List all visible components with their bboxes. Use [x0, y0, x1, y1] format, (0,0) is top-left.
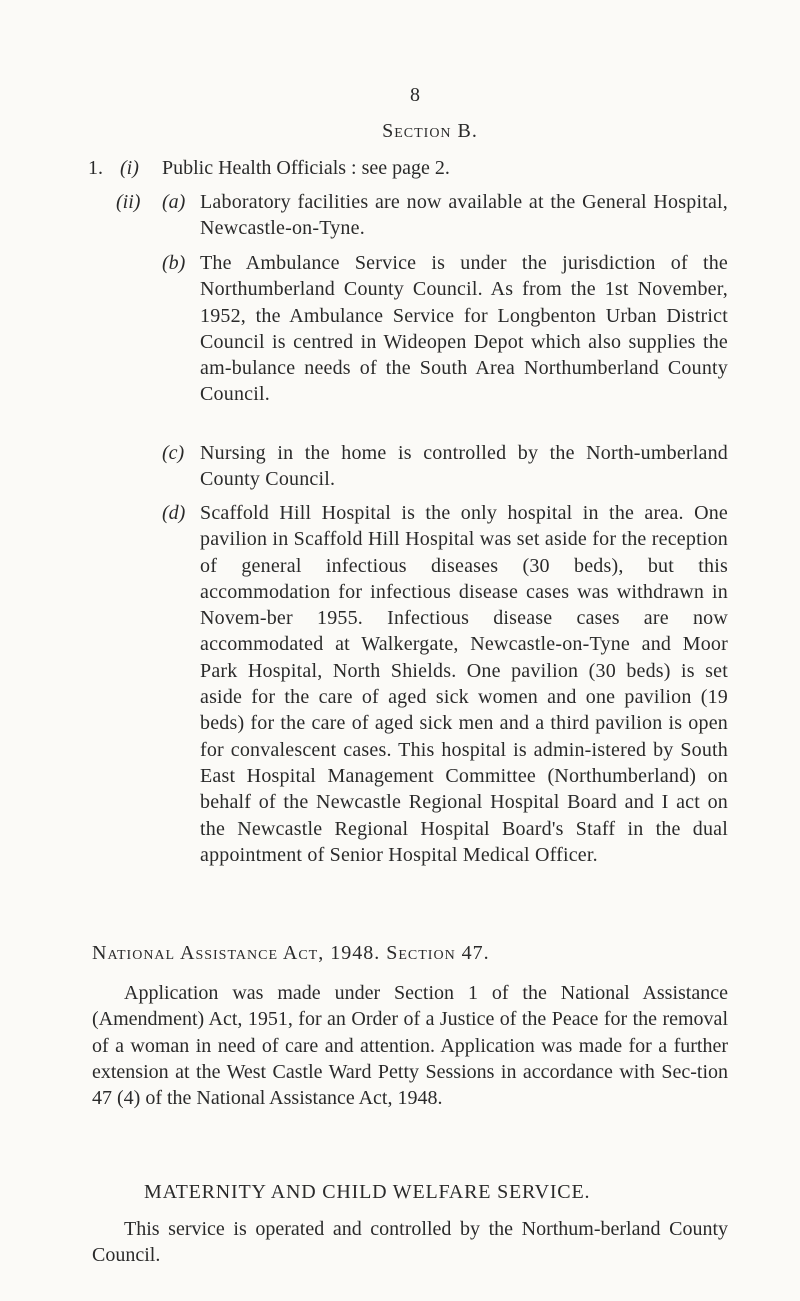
point-text-b: The Ambulance Service is under the jurisdiction of the Northumberland County Council. As from the 1st November, 1952, the Ambulance Service for Longbenton Urban District Council is centred in Wideopen Depot which also supplies the am-bulance needs of the South Area Northumberland County Council. [200, 252, 728, 406]
point-text-a: Laboratory facilities are now available at the General Hospital, Newcastle-on-Tyne. [200, 191, 728, 240]
point-text-d: Scaffold Hill Hospital is the only hospital in the area. One pavilion in Scaffold Hill Hospital was set aside for the reception of general infectious diseases (30 beds), but this accommodation for infectious disease cases was withdrawn in Novem-ber 1955. Infectious disease cases are now accommodated at Walkergate, Newcastle-on-Tyne and Moor Park Hospital, North Shields. One pavilion (30 beds) is set aside for the care of aged sick women and one pavilion (19 beds) for the care of aged sick men and a third pavilion is open for convalescent cases. This hospital is admin-istered by South East Hospital Management Committee (Northumberland) on behalf of the Newcastle Regional Hospital Board and I act on the Newcastle Regional Hospital Board's Staff in the dual appointment of Senior Hospital Medical Officer. [200, 502, 728, 866]
sub-item-marker-ii: (ii) [116, 191, 141, 213]
national-assistance-heading: National Assistance Act, 1948. Section 47. [92, 942, 490, 964]
point-marker-b: (b) [162, 252, 186, 274]
national-assistance-body: Application was made under Section 1 of the National Assistance (Amendment) Act, 1951, for an Order of a Justice of the Peace for the removal of a woman in need of care and attention. Application was made for a further extension at the West Castle Ward Petty Sessions in accordance with Sec-tion 47 (4) of the National Assistance Act, 1948. [92, 982, 728, 1110]
point-marker-d: (d) [162, 502, 186, 524]
point-marker-a: (a) [162, 191, 186, 213]
maternity-heading: MATERNITY AND CHILD WELFARE SERVICE. [144, 1181, 591, 1203]
section-heading: Section B. [382, 120, 478, 142]
page-number: 8 [410, 84, 420, 106]
sub-item-marker-i: (i) [120, 157, 139, 179]
point-text-c: Nursing in the home is controlled by the North-umberland County Council. [200, 442, 728, 491]
point-marker-c: (c) [162, 442, 185, 464]
sub-item-text-i: Public Health Officials : see page 2. [162, 157, 450, 179]
maternity-body: This service is operated and controlled by the Northum-berland County Council. [92, 1218, 728, 1267]
item-number: 1. [88, 157, 103, 179]
